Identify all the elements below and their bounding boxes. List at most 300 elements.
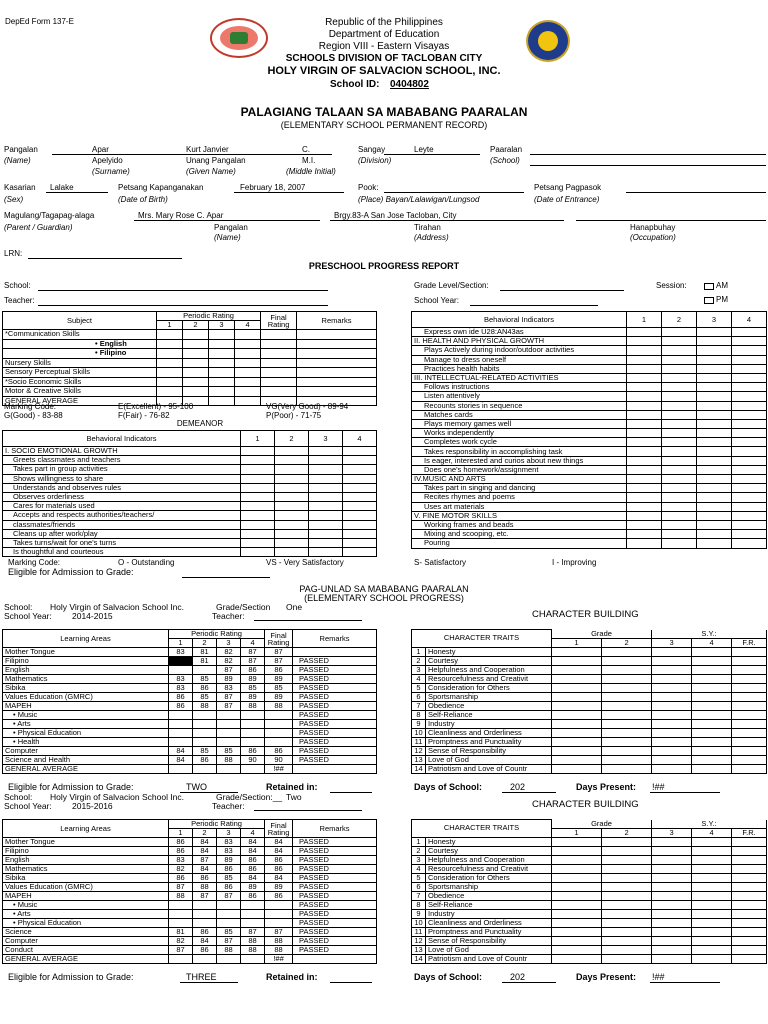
trait-rating xyxy=(602,683,652,692)
trait-rating xyxy=(552,909,602,918)
grade-row xyxy=(3,838,377,847)
teacher-label: Teacher: xyxy=(212,801,245,811)
school-year-value: 2014-2015 xyxy=(72,611,113,621)
rating-cell xyxy=(235,368,261,378)
guardian-name-label: Pangalan xyxy=(214,223,248,232)
rating-cell xyxy=(697,465,732,474)
learning-area: Values Education (GMRC) xyxy=(3,693,169,702)
rating-cell xyxy=(309,474,343,483)
quarter-grade xyxy=(169,720,193,729)
rating-cell xyxy=(241,474,275,483)
trait-number: 13 xyxy=(412,755,426,764)
grade-row xyxy=(3,892,377,901)
grade-remarks: PASSED xyxy=(293,693,377,702)
trait-rating xyxy=(692,954,732,963)
trait-rating xyxy=(652,927,692,936)
rating-cell xyxy=(662,456,697,465)
trait-number: 10 xyxy=(412,918,426,927)
trait-row xyxy=(412,692,767,701)
rating-cell xyxy=(209,387,235,397)
demeanor-indicator: classmates/friends xyxy=(3,520,241,529)
grade-remarks: PASSED xyxy=(293,684,377,693)
rating-cell xyxy=(241,447,275,456)
quarter-grade xyxy=(169,729,193,738)
grade-remarks: PASSED xyxy=(293,675,377,684)
grade-row xyxy=(3,684,377,693)
rating-cell xyxy=(297,330,377,340)
final-grade: !## xyxy=(265,955,293,964)
quarter-grade xyxy=(169,901,193,910)
preschool-subject-row xyxy=(3,339,377,349)
rating-cell xyxy=(343,474,377,483)
final-grade xyxy=(265,910,293,919)
trait-name: Patriotism and Love of Countr xyxy=(426,954,552,963)
quarter-grade xyxy=(217,729,241,738)
learning-area: English xyxy=(3,856,169,865)
behavioral-row xyxy=(412,346,767,355)
trait-rating xyxy=(652,882,692,891)
trait-name: Love of God xyxy=(426,755,552,764)
grade-remarks: PASSED xyxy=(293,910,377,919)
rating-cell xyxy=(697,401,732,410)
quarter-header: 3 xyxy=(217,829,241,838)
trait-name: Promptness and Punctuality xyxy=(426,737,552,746)
rating-cell xyxy=(157,358,183,368)
trait-rating xyxy=(732,755,767,764)
rating-cell xyxy=(662,401,697,410)
rating-cell xyxy=(697,373,732,382)
learning-area: • Physical Education xyxy=(3,729,169,738)
trait-name: Cleanliness and Orderliness xyxy=(426,728,552,737)
demeanor-indicator: Takes part in group activities xyxy=(3,465,241,474)
rating-cell xyxy=(209,339,235,349)
rating-cell xyxy=(627,346,662,355)
trait-rating xyxy=(652,855,692,864)
grade-remarks: PASSED xyxy=(293,901,377,910)
trait-rating xyxy=(602,909,652,918)
rating-cell xyxy=(662,520,697,529)
quarter-grade xyxy=(241,720,265,729)
address-en-label: (Address) xyxy=(414,233,449,242)
trait-rating xyxy=(732,665,767,674)
demeanor-row xyxy=(3,456,377,465)
rating-cell xyxy=(732,475,767,484)
quarter-grade: 84 xyxy=(241,847,265,856)
quarter-grade: 87 xyxy=(241,648,265,657)
preschool-sy-label: School Year: xyxy=(414,296,459,305)
rating-cell xyxy=(697,520,732,529)
grade-section-label: Grade/Section xyxy=(216,602,271,612)
quarter-header: 1 xyxy=(169,639,193,648)
trait-name: Courtesy xyxy=(426,846,552,855)
behavioral-row xyxy=(412,429,767,438)
learning-areas-table xyxy=(2,819,377,964)
quarter-grade: 86 xyxy=(193,756,217,765)
quarter-grade: 87 xyxy=(217,892,241,901)
given-value: Kurt Janvier xyxy=(186,145,229,154)
trait-rating xyxy=(602,647,652,656)
trait-row xyxy=(412,846,767,855)
quarter-grade: 86 xyxy=(193,928,217,937)
trait-rating xyxy=(652,846,692,855)
rating-cell xyxy=(157,387,183,397)
learning-areas-header: Learning Areas xyxy=(3,820,169,838)
occupation-label: Hanapbuhay xyxy=(630,223,676,232)
rating-cell xyxy=(261,330,297,340)
trait-name: Honesty xyxy=(426,837,552,846)
quarter-grade: 87 xyxy=(217,693,241,702)
birth-en-label: (Date of Birth) xyxy=(118,195,168,204)
trait-rating xyxy=(732,954,767,963)
behavioral-indicator: Takes part in singing and dancing xyxy=(412,484,627,493)
rating-cell xyxy=(343,492,377,501)
pm-checkbox[interactable] xyxy=(704,297,714,304)
rating-cell xyxy=(627,392,662,401)
quarter-grade: 84 xyxy=(241,838,265,847)
quarter-header: 1 xyxy=(169,829,193,838)
rating-cell xyxy=(235,396,261,406)
final-grade: 88 xyxy=(265,937,293,946)
trait-rating xyxy=(732,647,767,656)
quarter-grade xyxy=(193,711,217,720)
behavioral-row xyxy=(412,438,767,447)
elementary-subtitle: (ELEMENTARY SCHOOL PROGRESS) xyxy=(304,593,464,603)
quarter-grade: 84 xyxy=(169,747,193,756)
behavioral-indicator: Recounts stories in sequence xyxy=(412,401,627,410)
grade-row xyxy=(3,928,377,937)
trait-name: Consideration for Others xyxy=(426,873,552,882)
marking-code-f: F(Fair) - 76-82 xyxy=(118,411,170,420)
trait-rating xyxy=(552,737,602,746)
trait-number: 7 xyxy=(412,891,426,900)
subject-name: *Socio Economic Skills xyxy=(3,377,157,387)
rating-cell xyxy=(662,438,697,447)
learning-areas-header: Learning Areas xyxy=(3,630,169,648)
quarter-grade xyxy=(193,738,217,747)
behavioral-indicator: Completes work cycle xyxy=(412,438,627,447)
traits-header: CHARACTER TRAITS xyxy=(412,630,552,648)
rating-cell xyxy=(697,346,732,355)
trait-name: Industry xyxy=(426,909,552,918)
quarter-grade: 88 xyxy=(193,702,217,711)
rating-cell xyxy=(732,346,767,355)
rating-cell xyxy=(235,349,261,359)
retained-label: Retained in: xyxy=(266,782,318,792)
quarter-grade: 86 xyxy=(169,693,193,702)
trait-row xyxy=(412,837,767,846)
trait-rating xyxy=(732,909,767,918)
subject-name: • English xyxy=(3,339,157,349)
am-checkbox[interactable] xyxy=(704,283,714,290)
subject-header: Subject xyxy=(3,312,157,330)
behavioral-row xyxy=(412,520,767,529)
trait-rating xyxy=(652,647,692,656)
trait-rating xyxy=(652,719,692,728)
address-value: Brgy.83-A San Jose Tacloban, City xyxy=(334,211,457,220)
trait-row xyxy=(412,855,767,864)
behavioral-row xyxy=(412,530,767,539)
trait-row xyxy=(412,683,767,692)
trait-rating xyxy=(602,728,652,737)
character-traits-table xyxy=(411,819,767,964)
teacher-label: Teacher: xyxy=(212,611,245,621)
rating-cell xyxy=(241,511,275,520)
rating-cell xyxy=(209,349,235,359)
quarter-grade: 84 xyxy=(193,865,217,874)
quarter-grade: 86 xyxy=(241,666,265,675)
trait-rating xyxy=(552,665,602,674)
behavioral-indicator: Does one's homework/assignment xyxy=(412,465,627,474)
quarter-grade: 83 xyxy=(217,684,241,693)
trait-rating xyxy=(692,674,732,683)
preschool-eligible-label: Eligible for Admission to Grade: xyxy=(8,567,134,577)
rating-cell xyxy=(343,456,377,465)
trait-row xyxy=(412,936,767,945)
trait-rating xyxy=(552,647,602,656)
quarter-grade: 86 xyxy=(169,874,193,883)
trait-rating xyxy=(602,755,652,764)
quarter-grade: 82 xyxy=(169,937,193,946)
quarter-grade: 86 xyxy=(241,747,265,756)
rating-cell xyxy=(662,373,697,382)
demeanor-indicator: Takes turns/wait for one's turns xyxy=(3,538,241,547)
demeanor-indicator: Observes orderliness xyxy=(3,492,241,501)
rating-cell xyxy=(183,349,209,359)
rating-cell xyxy=(309,520,343,529)
rating-cell xyxy=(309,529,343,538)
learning-area: Sibika xyxy=(3,874,169,883)
behavioral-indicators-table: Behavioral Indicators 1 2 3 4 Express own ide U28:AN43as II. HEALTH AND PHYSICAL GROWTH Plays Actively during indoor/outdoor activities Manage to dress oneself Practices health habits III. INTELLECTUAL-RELATED ACTIVITIES Follows instructions Listen attentively Recounts stories in sequence Matches cards Plays memory games well Works independently Completes work cycle Takes responsibility in accomplishing task Is eager, interested and curios about new things Does one's homework/assignment IV.MUSIC AND ARTS Takes part in singing and dancing Recites rhymes and poems Uses art materials V. FINE MOTOR SKILLS Working frames and beads Mixing and scooping, etc. Pouring xyxy=(411,311,767,549)
quarter-grade: 88 xyxy=(193,883,217,892)
days-present-label: Days Present: xyxy=(576,972,637,982)
quarter-grade: 85 xyxy=(217,747,241,756)
quarter-grade: 88 xyxy=(217,946,241,955)
school-value: Holy Virgin of Salvacion School Inc. xyxy=(50,792,185,802)
final-grade xyxy=(265,720,293,729)
trait-rating xyxy=(602,873,652,882)
trait-number: 10 xyxy=(412,728,426,737)
trait-rating xyxy=(652,864,692,873)
quarter-grade: 89 xyxy=(217,675,241,684)
quarter-grade: 87 xyxy=(217,937,241,946)
final-header: Final Rating xyxy=(261,312,297,330)
quarter-grade xyxy=(169,666,193,675)
pm-label: PM xyxy=(716,295,728,304)
trait-rating xyxy=(732,701,767,710)
preschool-teacher-label: Teacher: xyxy=(4,296,35,305)
quarter-grade: 81 xyxy=(193,648,217,657)
preschool-subject-row xyxy=(3,349,377,359)
quarter-grade: 85 xyxy=(217,874,241,883)
behavioral-row xyxy=(412,484,767,493)
quarter-grade xyxy=(193,765,217,774)
paaralan-label: Paaralan xyxy=(490,145,523,154)
rating-cell xyxy=(627,456,662,465)
days-present-value: !## xyxy=(652,972,665,982)
pook-label: Pook: xyxy=(358,183,379,192)
trait-rating xyxy=(652,764,692,773)
rating-cell xyxy=(309,465,343,474)
rating-cell xyxy=(732,337,767,346)
rating-cell xyxy=(235,377,261,387)
character-building-title: CHARACTER BUILDING xyxy=(532,609,639,620)
birth-label: Petsang Kapanganakan xyxy=(118,183,204,192)
rating-cell xyxy=(662,429,697,438)
trait-rating xyxy=(602,918,652,927)
learning-area: Conduct xyxy=(3,946,169,955)
trait-rating xyxy=(732,683,767,692)
rating-cell xyxy=(662,530,697,539)
rating-cell xyxy=(309,456,343,465)
rating-cell xyxy=(309,511,343,520)
trait-row xyxy=(412,927,767,936)
grade-row xyxy=(3,901,377,910)
trait-number: 12 xyxy=(412,746,426,755)
trait-rating xyxy=(692,746,732,755)
trait-rating xyxy=(732,918,767,927)
birth-value: February 18, 2007 xyxy=(240,183,306,192)
rating-cell xyxy=(343,520,377,529)
demeanor-indicator: Is thoughtful and courteous xyxy=(3,548,241,557)
trait-rating xyxy=(652,683,692,692)
quarter-grade xyxy=(169,765,193,774)
trait-name: Resourcefulness and Creativit xyxy=(426,674,552,683)
trait-rating xyxy=(602,864,652,873)
trait-rating xyxy=(552,864,602,873)
grade-row xyxy=(3,711,377,720)
trait-rating xyxy=(692,710,732,719)
page-title: PALAGIANG TALAAN SA MABABANG PAARALAN xyxy=(240,105,528,119)
division-en-label: (Division) xyxy=(358,156,392,165)
quarter-grade: 86 xyxy=(241,865,265,874)
trait-row xyxy=(412,737,767,746)
quarter-grade xyxy=(193,910,217,919)
sangay-label: Sangay xyxy=(358,145,386,154)
trait-number: 7 xyxy=(412,701,426,710)
grade-row xyxy=(3,765,377,774)
trait-rating xyxy=(652,746,692,755)
trait-rating xyxy=(602,837,652,846)
demeanor-row xyxy=(3,447,377,456)
rating-cell xyxy=(261,349,297,359)
quarter-header: 4 xyxy=(241,639,265,648)
rating-cell xyxy=(275,548,309,557)
behavioral-indicator: Matches cards xyxy=(412,410,627,419)
trait-row xyxy=(412,755,767,764)
quarter-grade xyxy=(169,738,193,747)
trait-rating xyxy=(732,873,767,882)
grade-remarks: PASSED xyxy=(293,937,377,946)
final-grade xyxy=(265,919,293,928)
trait-rating xyxy=(692,846,732,855)
final-grade: 84 xyxy=(265,874,293,883)
remarks-header: Remarks xyxy=(293,820,377,838)
rating-cell xyxy=(662,410,697,419)
school-year-label: School Year: xyxy=(4,801,52,811)
grade-row xyxy=(3,648,377,657)
rating-cell xyxy=(732,328,767,337)
marking-code-label: Marking Code: xyxy=(4,402,57,411)
rating-cell xyxy=(241,520,275,529)
rating-cell xyxy=(183,339,209,349)
days-of-school-value: 202 xyxy=(510,782,526,792)
quarter-grade xyxy=(241,711,265,720)
rating-cell xyxy=(732,438,767,447)
trait-rating xyxy=(732,656,767,665)
learning-area: • Arts xyxy=(3,720,169,729)
final-grade: 86 xyxy=(265,747,293,756)
trait-rating xyxy=(602,882,652,891)
trait-row xyxy=(412,891,767,900)
rating-cell xyxy=(732,530,767,539)
school-label: School: xyxy=(4,792,33,802)
retained-label: Retained in: xyxy=(266,972,318,982)
final-grade: 88 xyxy=(265,702,293,711)
trait-rating xyxy=(732,891,767,900)
trait-row xyxy=(412,918,767,927)
quarter-grade: 86 xyxy=(241,856,265,865)
trait-name: Cleanliness and Orderliness xyxy=(426,918,552,927)
behavioral-indicator: Mixing and scooping, etc. xyxy=(412,530,627,539)
learning-area: Mother Tongue xyxy=(3,838,169,847)
eligible-label: Eligible for Admission to Grade: xyxy=(8,782,134,792)
rating-cell xyxy=(297,349,377,359)
learning-area: Filipino xyxy=(3,657,169,666)
quarter-grade: 83 xyxy=(169,856,193,865)
grade-remarks: PASSED xyxy=(293,883,377,892)
quarter-header: 2 xyxy=(602,638,652,647)
quarter-grade xyxy=(241,729,265,738)
guardian-value: Mrs. Mary Rose C. Apar xyxy=(138,211,224,220)
trait-rating xyxy=(732,855,767,864)
preschool-subject-table: Subject Periodic Rating Final Rating Remarks 1 2 3 4 *Communication Skills • English • Filipino Nursery Skills Sensory Perceptual Skills *Socio Economic Skills Motor & Creative Skills GENERAL AVERAGE xyxy=(2,311,377,406)
behavioral-row xyxy=(412,392,767,401)
trait-rating xyxy=(652,954,692,963)
demeanor-indicator: I. SOCIO EMOTIONAL GROWTH xyxy=(3,447,241,456)
grade-remarks xyxy=(293,955,377,964)
trait-row xyxy=(412,656,767,665)
trait-rating xyxy=(692,719,732,728)
preschool-subject-row xyxy=(3,358,377,368)
trait-name: Sportsmanship xyxy=(426,882,552,891)
rating-cell xyxy=(183,330,209,340)
demeanor-row xyxy=(3,474,377,483)
trait-rating xyxy=(552,837,602,846)
rating-cell xyxy=(627,530,662,539)
trait-number: 13 xyxy=(412,945,426,954)
trait-rating xyxy=(652,656,692,665)
trait-number: 1 xyxy=(412,837,426,846)
demeanor-row xyxy=(3,465,377,474)
demeanor-title: DEMEANOR xyxy=(176,419,224,428)
quarter-header: 2 xyxy=(193,829,217,838)
pangalan-label: Pangalan xyxy=(4,145,38,154)
rating-cell xyxy=(697,364,732,373)
elementary-title: PAG-UNLAD SA MABABANG PAARALAN xyxy=(299,584,469,594)
rating-cell xyxy=(732,539,767,548)
remarks-header: Remarks xyxy=(297,312,377,330)
form-code: DepEd Form 137-E xyxy=(5,17,74,26)
trait-row xyxy=(412,728,767,737)
sangay-value: Leyte xyxy=(414,145,434,154)
guardian-label: Magulang/Tagapag-alaga xyxy=(4,211,95,220)
rating-cell xyxy=(297,339,377,349)
quarter-grade: 81 xyxy=(169,928,193,937)
department-line: Department of Education xyxy=(328,29,440,40)
rating-cell xyxy=(157,377,183,387)
final-grade: 87 xyxy=(265,928,293,937)
quarter-header: 4 xyxy=(692,828,732,837)
